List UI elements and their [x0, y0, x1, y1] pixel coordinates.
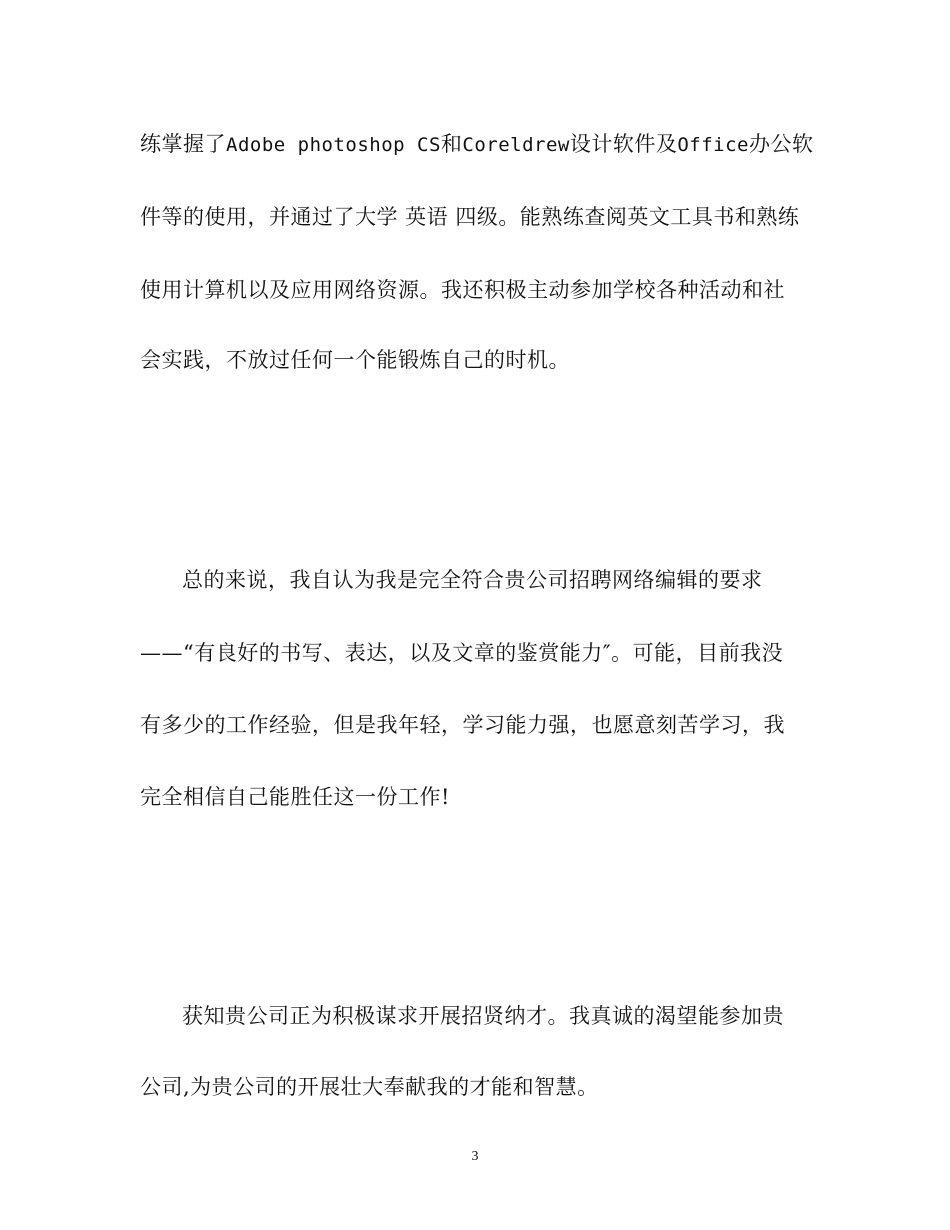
paragraph-1-line-3: 使用计算机以及应用网络资源。我还积极主动参加学校各种活动和社 — [140, 278, 785, 302]
text-run: 练掌握了 — [140, 132, 226, 156]
text-run: 办公软 — [749, 132, 814, 156]
paragraph-3-line-1: 获知贵公司正为积极谋求开展招贤纳才。我真诚的渴望能参加贵 — [182, 1004, 784, 1028]
paragraph-1-line-1 — [140, 130, 820, 159]
text-run: 设计软件及 — [569, 132, 678, 156]
paragraph-2-line-1: 总的来说，我自认为我是完全符合贵公司招聘网络编辑的要求 — [182, 568, 763, 592]
text-run: 和 — [440, 132, 463, 156]
paragraph-3-line-2: 公司,为贵公司的开展壮大奉献我的才能和智慧。 — [140, 1075, 599, 1099]
page-number: 3 — [471, 1149, 479, 1164]
paragraph-1-line-2: 件等的使用，并通过了大学 英语 四级。能熟练查阅英文工具书和熟练 — [140, 205, 800, 229]
text-run-software: Adobe photoshop CS — [226, 134, 441, 156]
text-run-software: Office — [677, 134, 749, 156]
paragraph-2-line-3: 有多少的工作经验，但是我年轻，学习能力强，也愿意刻苦学习，我 — [140, 713, 785, 737]
paragraph-1-line-4: 会实践，不放过任何一个能锻炼自己的时机。 — [140, 348, 570, 372]
paragraph-2-line-2: ——“有良好的书写、表达，以及文章的鉴赏能力″。可能，目前我没 — [140, 641, 784, 665]
paragraph-2-line-4: 完全相信自己能胜任这一份工作! — [140, 785, 450, 809]
text-run-software: Coreldrew — [462, 134, 570, 156]
